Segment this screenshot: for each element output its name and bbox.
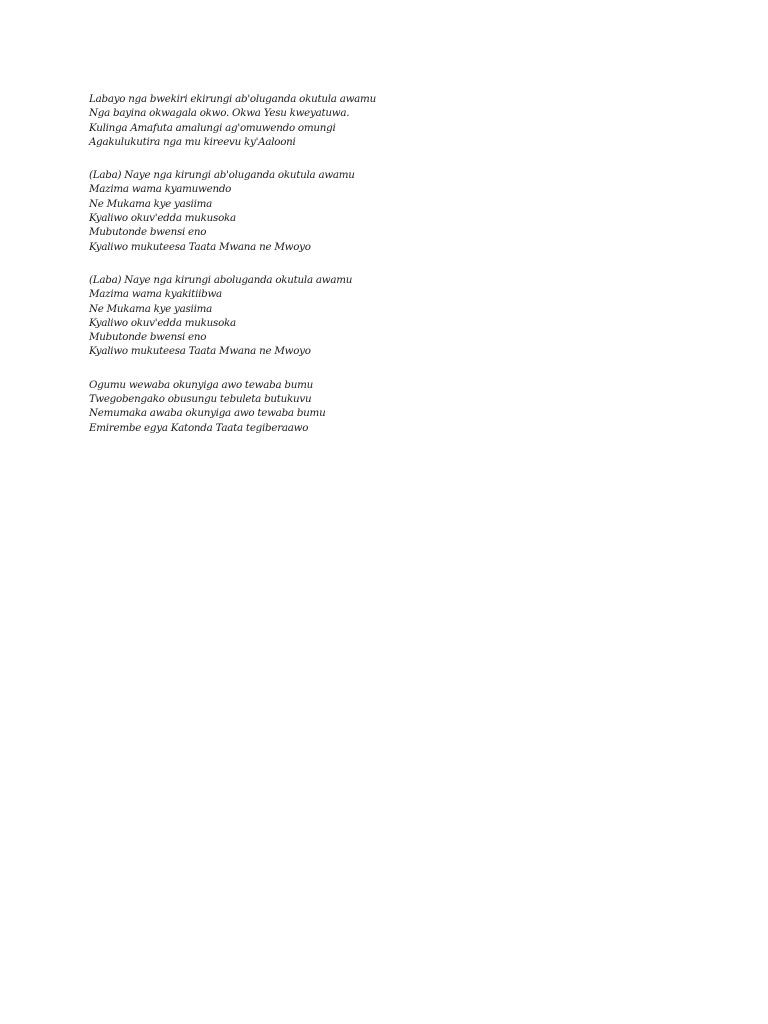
- lyric-line: Kyaliwo mukuteesa Taata Mwana ne Mwoyo: [89, 240, 311, 253]
- lyric-line: Agakulukutira nga mu kireevu ky'Aalooni: [89, 135, 296, 148]
- lyric-line: Twegobengako obusungu tebuleta butukuvu: [89, 393, 312, 406]
- lyric-line: Mazima wama kyakitiibwa: [89, 288, 222, 301]
- stanza-1: [89, 92, 709, 149]
- lyric-line: Ne Mukama kye yasiima: [89, 197, 213, 210]
- lyric-line: Kulinga Amafuta amalungi ag'omuwendo omungi: [89, 121, 336, 134]
- stanza-4: [89, 378, 709, 435]
- lyric-line: Labayo nga bwekiri ekirungi ab'oluganda okutula awamu: [89, 93, 376, 105]
- lyric-line: Kyaliwo okuv'edda mukusoka: [89, 316, 236, 329]
- lyric-line: Kyaliwo okuv'edda mukusoka: [89, 212, 236, 225]
- lyric-line: Kyaliwo mukuteesa Taata Mwana ne Mwoyo: [89, 345, 311, 358]
- lyric-line: (Laba) Naye nga kirungi aboluganda okutula awamu: [89, 273, 353, 286]
- stanza-2: [89, 168, 709, 254]
- lyric-line: Nga bayina okwagala okwo. Okwa Yesu kweyatuwa.: [89, 107, 350, 120]
- lyric-line: (Laba) Naye nga kirungi ab'oluganda okutula awamu: [89, 169, 355, 182]
- lyric-line: Emirembe egya Katonda Taata tegiberaawo: [89, 421, 309, 434]
- lyric-line: Mubutonde bwensi eno: [89, 331, 207, 344]
- lyric-line: Mazima wama kyamuwendo: [89, 183, 232, 196]
- lyric-line: Ne Mukama kye yasiima: [89, 302, 213, 315]
- lyrics-body: [89, 92, 709, 454]
- lyric-line: Nemumaka awaba okunyiga awo tewaba bumu: [89, 407, 326, 420]
- lyric-line: Mubutonde bwensi eno: [89, 226, 207, 239]
- stanza-3: [89, 273, 709, 359]
- lyric-line: Ogumu wewaba okunyiga awo tewaba bumu: [89, 378, 313, 391]
